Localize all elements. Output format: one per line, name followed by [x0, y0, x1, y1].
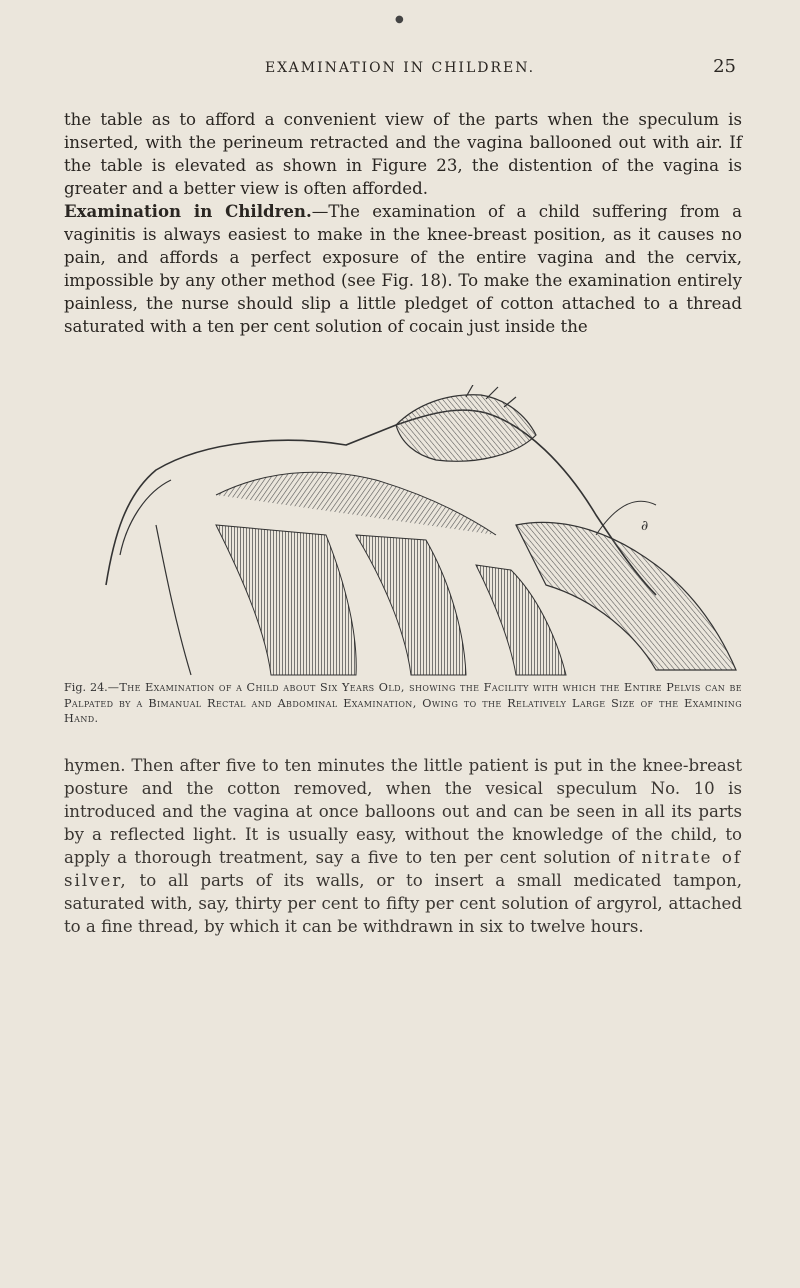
paragraph-speculum-view: the table as to afford a convenient view of the parts when the speculum is inserted, with the perineum retracted and the vagina ballooned out with air. If the table is elevated as shown in Figure 23, the distention of the vagina is greater and a better view is often afforded.	[64, 110, 742, 198]
bullet-mark: ●	[395, 14, 404, 25]
paragraph-examination-children	[64, 200, 742, 338]
caption-label: Fig. 24.	[64, 681, 108, 694]
caption-text: —The Examination of a Child about Six Years Old, showing the Facility with which the Entire Pelvis can be Palpated by a Bimanual Rectal and Abdominal Examination, Owing to the Relatively Large Size of the Examining Hand.	[64, 681, 743, 725]
paragraph-part-2: to all parts of its walls, or to insert a small medicated tampon, saturated with, say, thirty per cent to fifty per cent solution of argyrol, attached to a fine thread, by which it can be withdrawn in six to twelve hours.	[64, 871, 742, 936]
paragraph-treatment	[64, 754, 742, 938]
hand-left	[396, 385, 536, 461]
figure-illustration	[96, 385, 742, 677]
running-head: EXAMINATION IN CHILDREN.	[264, 60, 536, 76]
emphasis-nitrate: nitrate of silver,	[64, 848, 742, 890]
paragraph-body: —The examination of a child suffering from a vaginitis is always easiest to make in the knee-breast position, as it causes no pain, and affords a perfect exposure of the entire vagina and the cervix, impossible by any other method (see Fig. 18). To make the examination entirely painless, the nurse should slip a little pledget of cotton attached to a thread saturated with a ten per cent solution of cocain just inside the	[64, 202, 742, 336]
legs-drapery	[156, 525, 566, 675]
section-heading: Examination in Children.	[64, 201, 312, 221]
figure-caption	[64, 680, 742, 727]
paragraph-part-1: hymen. Then after five to ten minutes the little patient is put in the knee-breast posture and the cotton removed, when the vesical speculum No. 10 is introduced and the vagina at once balloons out and can be seen in all its parts by a reflected light. It is usually easy, without the knowledge of the child, to apply a thorough treatment, say a five to ten per cent solution of	[64, 756, 742, 867]
svg-text:∂: ∂	[641, 518, 649, 534]
page-number: 25	[713, 56, 736, 77]
